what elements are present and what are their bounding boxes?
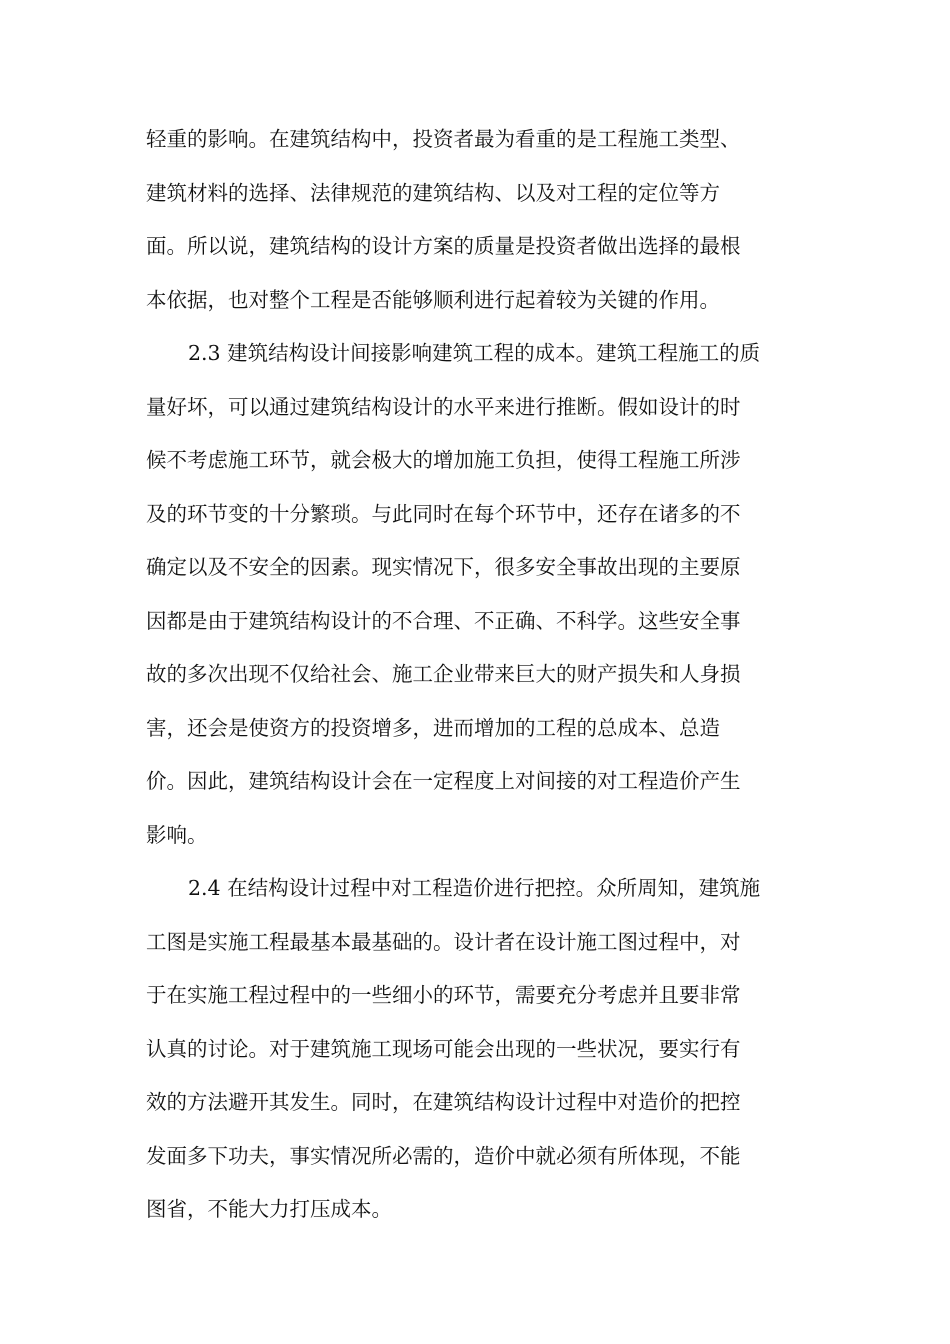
- text-line: 建筑材料的选择、法律规范的建筑结构、以及对工程的定位等方: [146, 180, 720, 205]
- paragraph-2-4: [146, 862, 806, 1237]
- text-line: 本依据，也对整个工程是否能够顺利进行起着较为关键的作用。: [146, 287, 720, 312]
- text-line: 因都是由于建筑结构设计的不合理、不正确、不科学。这些安全事: [146, 608, 741, 633]
- text-line: 轻重的影响。在建筑结构中，投资者最为看重的是工程施工类型、: [146, 127, 741, 151]
- text-line: 效的方法避开其发生。同时，在建筑结构设计过程中对造价的把控: [146, 1090, 741, 1114]
- text-line: 发面多下功夫，事实情况所必需的，造价中就必须有所体现，不能: [146, 1143, 741, 1168]
- text-line: 及的环节变的十分繁琐。与此同时在每个环节中，还存在诸多的不: [146, 501, 741, 526]
- text-line: 图省，不能大力打压成本。: [146, 1197, 392, 1221]
- paragraph-2-3: [146, 327, 806, 862]
- text-line: 面。所以说，建筑结构的设计方案的质量是投资者做出选择的最根: [146, 234, 741, 258]
- text-line: 认真的讨论。对于建筑施工现场可能会出现的一些状况，要实行有: [146, 1036, 741, 1061]
- body-text: [146, 113, 806, 1237]
- text-line: 候不考虑施工环节，就会极大的增加施工负担，使得工程施工所涉: [146, 448, 741, 472]
- text-line: 于在实施工程过程中的一些细小的环节，需要充分考虑并且要非常: [146, 983, 741, 1007]
- text-line: 量好坏，可以通过建筑结构设计的水平来进行推断。假如设计的时: [146, 394, 741, 419]
- text-line: 影响。: [146, 822, 208, 847]
- text-line: 害，还会是使资方的投资增多，进而增加的工程的总成本、总造: [146, 715, 720, 740]
- text-line: 确定以及不安全的因素。现实情况下，很多安全事故出现的主要原: [146, 555, 741, 579]
- text-line: 工图是实施工程最基本最基础的。设计者在设计施工图过程中，对: [146, 929, 741, 954]
- text-line: 2.4 在结构设计过程中对工程造价进行把控。众所周知，建筑施: [188, 876, 761, 900]
- text-line: 故的多次出现不仅给社会、施工企业带来巨大的财产损失和人身损: [146, 662, 741, 686]
- text-line: 价。因此，建筑结构设计会在一定程度上对间接的对工程造价产生: [146, 769, 741, 793]
- text-line: 2.3 建筑结构设计间接影响建筑工程的成本。建筑工程施工的质: [188, 341, 761, 365]
- paragraph-continuation: [146, 113, 806, 327]
